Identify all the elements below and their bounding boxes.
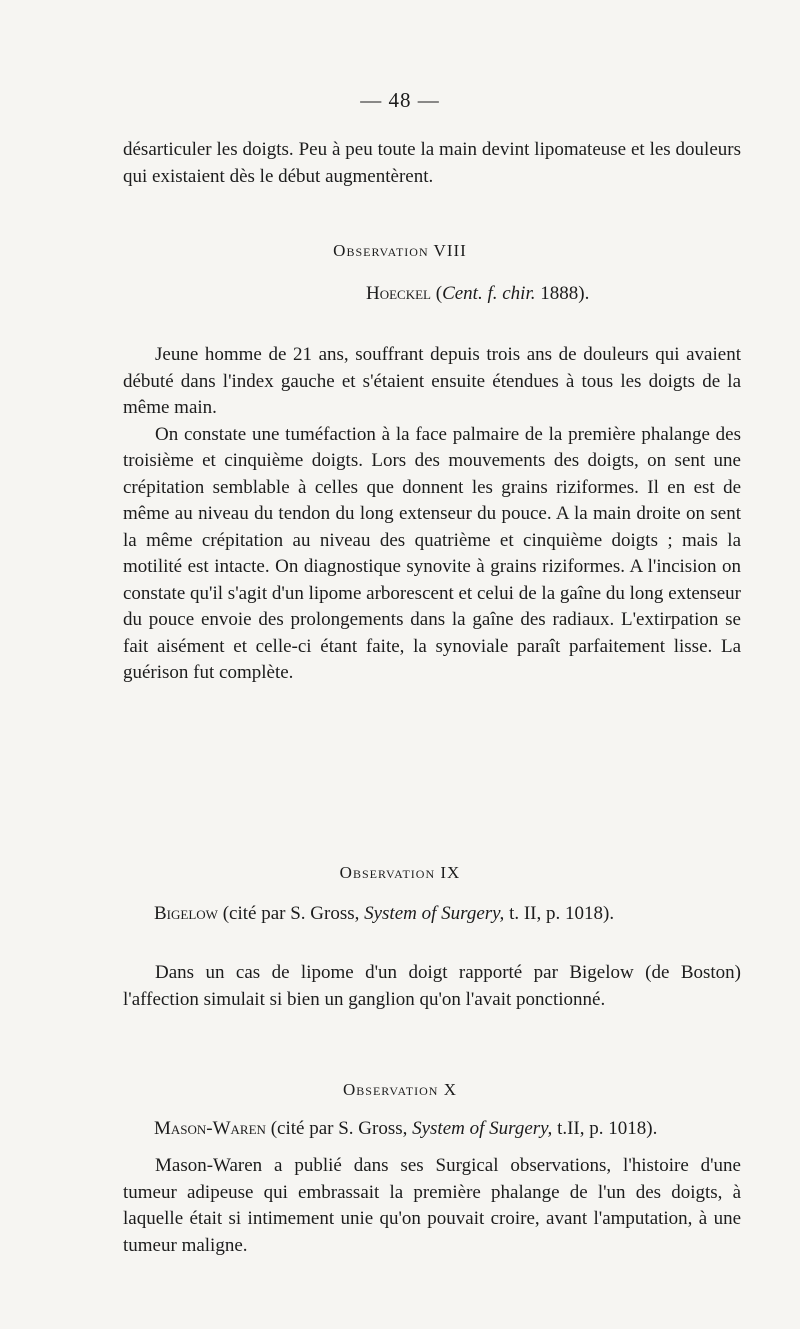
paragraph: Mason-Waren a publié dans ses Surgical observations, l'histoire d'une tumeur adipeuse qui embrassait la première phalange de l'un des doigts, à laquelle était si intimement unie qu'on pouvait croire, avant l'amputation, à une tumeur maligne. <box>123 1155 741 1256</box>
source-ref-open: (cité par S. Gross, <box>265 1118 413 1139</box>
source-author: Bigelow <box>154 903 218 924</box>
source-author: Hoeckel <box>366 283 431 304</box>
paragraph: Jeune homme de 21 ans, souffrant depuis trois ans de douleurs qui avaient débuté dans l'index gauche et s'étaient ensuite étendues à tous les doigts de la même main. <box>123 344 741 418</box>
observation-body <box>123 1153 741 1259</box>
observation-heading: Observation VIII <box>333 241 467 260</box>
observation-body <box>123 960 741 1013</box>
observation-heading: Observation IX <box>339 863 461 882</box>
paragraph: On constate une tuméfaction à la face palmaire de la première phalange des troisième et cinquième doigts. Lors des mouvements des doigts, on sent une crépitation semblable à celles que donnent les grains riziformes. Il en est de même au niveau du tendon du long extenseur du pouce. A la main droite on sent la même crépitation au niveau des quatrième et cinquième doigts ; mais la motilité est intacte. On diagnostique synovite à grains riziformes. A l'incision on constate qu'il s'agit d'un lipome arborescent et celui de la gaîne du long extenseur du pouce envoie des prolongements dans la gaîne des radiaux. L'extirpation se fait aisément et celle-ci étant faite, la synoviale paraît parfaitement lisse. La guérison fut complète. <box>123 423 741 683</box>
observation-source <box>366 281 800 307</box>
source-journal: System of Surgery, <box>412 1118 553 1139</box>
paragraph: désarticuler les doigts. Peu à peu toute la main devint lipomateuse et les douleurs qui existaient dès le début augmentèrent. <box>123 139 741 187</box>
source-ref-close: 1888). <box>535 283 590 304</box>
observation-heading: Observation X <box>343 1080 457 1099</box>
source-ref-open: ( <box>431 283 443 304</box>
observation-source <box>154 901 794 927</box>
source-ref-open: (cité par S. Gross, <box>217 903 365 924</box>
page-number: — 48 — <box>360 88 440 112</box>
source-journal: Cent. f. chir. <box>442 283 536 304</box>
source-ref-close: t.II, p. 1018). <box>552 1118 658 1139</box>
source-ref-close: t. II, p. 1018). <box>504 903 615 924</box>
observation-source <box>154 1116 794 1142</box>
observation-body <box>123 342 741 687</box>
source-author: Mason-Waren <box>154 1118 266 1139</box>
paragraph: Dans un cas de lipome d'un doigt rapporté par Bigelow (de Boston) l'affection simulait si bien un ganglion qu'on l'avait ponctionné. <box>123 962 741 1010</box>
intro-paragraph <box>123 137 741 190</box>
source-journal: System of Surgery, <box>364 903 505 924</box>
